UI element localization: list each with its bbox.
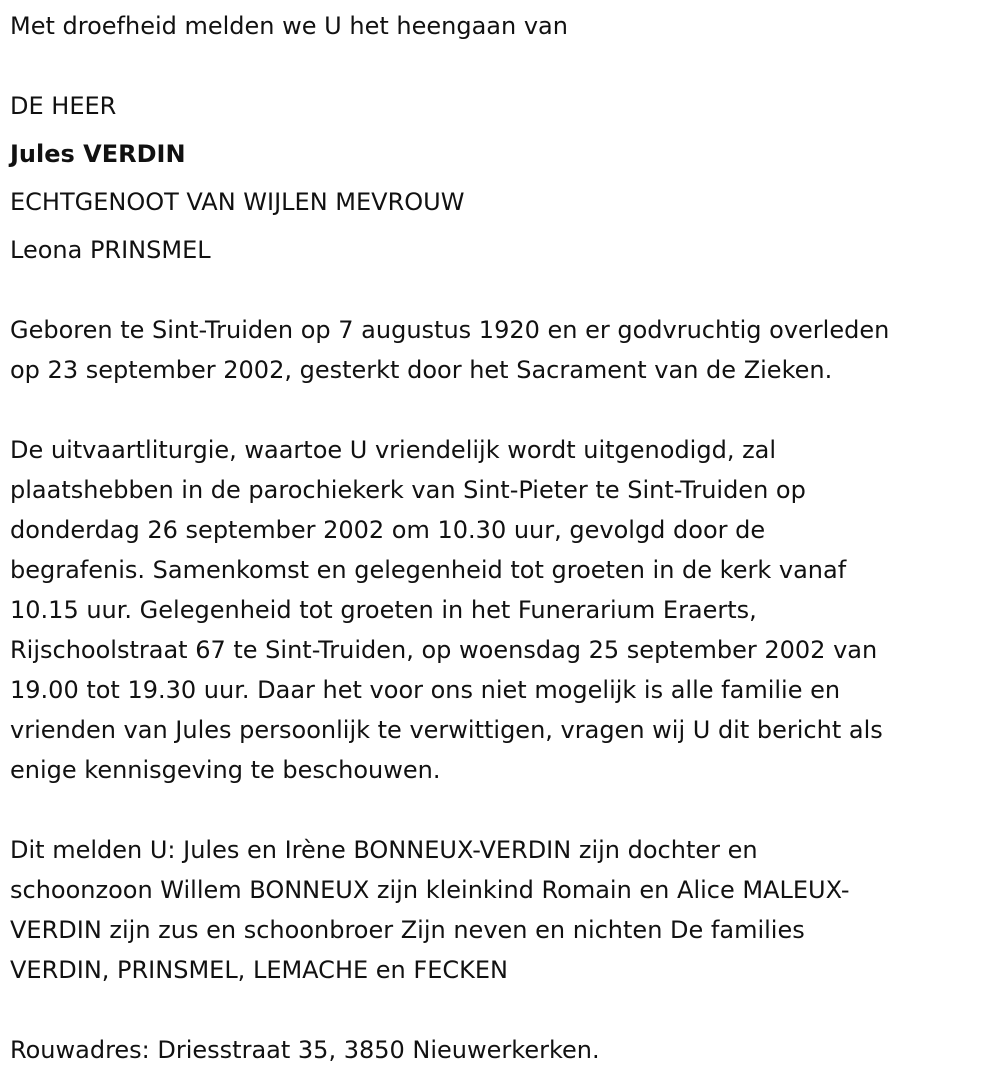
paragraph-line: donderdag 26 september 2002 om 10.30 uur, gevolgd door de bbox=[10, 516, 766, 544]
honorific-title: DE HEER bbox=[10, 92, 117, 120]
spouse-title: ECHTGENOOT VAN WIJLEN MEVROUW bbox=[10, 188, 465, 216]
intro-text: Met droefheid melden we U het heengaan van bbox=[10, 12, 568, 40]
paragraph-line: VERDIN zijn zus en schoonbroer Zijn neven en nichten De families bbox=[10, 916, 805, 944]
paragraph-line: op 23 september 2002, gesterkt door het Sacrament van de Zieken. bbox=[10, 356, 833, 384]
paragraph-line: VERDIN, PRINSMEL, LEMACHE en FECKEN bbox=[10, 956, 508, 984]
birth-death-paragraph bbox=[10, 310, 889, 390]
deceased-name: Jules VERDIN bbox=[10, 140, 186, 168]
paragraph-line: Geboren te Sint-Truiden op 7 augustus 1920 en er godvruchtig overleden bbox=[10, 316, 890, 344]
paragraph-line: 10.15 uur. Gelegenheid tot groeten in het Funerarium Eraerts, bbox=[10, 596, 757, 624]
paragraph-line: vrienden van Jules persoonlijk te verwittigen, vragen wij U dit bericht als bbox=[10, 716, 883, 744]
mourning-address: Rouwadres: Driesstraat 35, 3850 Nieuwerkerken. bbox=[10, 1036, 600, 1064]
paragraph-line: 19.00 tot 19.30 uur. Daar het voor ons niet mogelijk is alle familie en bbox=[10, 676, 841, 704]
paragraph-line: enige kennisgeving te beschouwen. bbox=[10, 756, 441, 784]
paragraph-line: De uitvaartliturgie, waartoe U vriendelijk wordt uitgenodigd, zal bbox=[10, 436, 777, 464]
paragraph-line: Dit melden U: Jules en Irène BONNEUX-VERDIN zijn dochter en bbox=[10, 836, 758, 864]
spouse-name: Leona PRINSMEL bbox=[10, 236, 211, 264]
funeral-paragraph bbox=[10, 430, 883, 790]
paragraph-line: schoonzoon Willem BONNEUX zijn kleinkind Romain en Alice MALEUX- bbox=[10, 876, 850, 904]
paragraph-line: plaatshebben in de parochiekerk van Sint-Pieter te Sint-Truiden op bbox=[10, 476, 806, 504]
family-paragraph bbox=[10, 830, 850, 990]
paragraph-line: begrafenis. Samenkomst en gelegenheid tot groeten in de kerk vanaf bbox=[10, 556, 847, 584]
paragraph-line: Rijschoolstraat 67 te Sint-Truiden, op woensdag 25 september 2002 van bbox=[10, 636, 878, 664]
